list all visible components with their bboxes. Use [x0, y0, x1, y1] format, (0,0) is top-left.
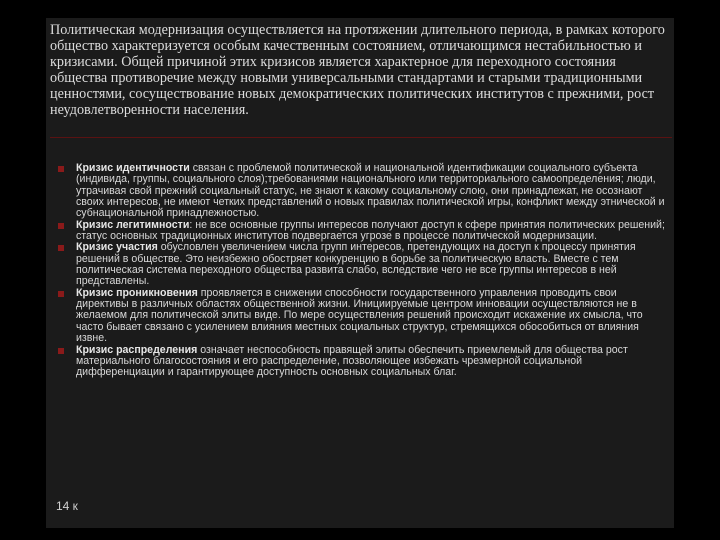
crisis-list [50, 163, 672, 379]
slide-intro-text: Политическая модернизация осуществляется на протяжении длительного периода, в рамках которого общество характеризуется особым качественным состоянием, отличающимся нестабильностью и кризисами. Общей причиной этих кризисов является характерное для переходного состояния общества противоречие между новыми универсальными стандартами и старыми традиционными ценностями, сосуществование новых демократических политических институтов с прежними, рост неудовлетворенности населения. [50, 22, 665, 119]
crisis-description: обусловлен увеличением числа групп интересов, претендующих на доступ к процессу принятия решений в обществе. Это неизбежно обостряет конкуренцию в борьбе за политическую власть. Вместе с тем политическая система переходного общества развита слабо, вследствие чего не все группы интересов в ней представлены. [76, 241, 636, 288]
divider-line [50, 137, 672, 138]
crisis-term: Кризис легитимности [76, 218, 190, 231]
crisis-term: Кризис идентичности [76, 162, 190, 174]
list-item [50, 288, 672, 345]
crisis-term: Кризис участия [76, 241, 158, 254]
crisis-description: : не все основные группы интересов получают доступ к сфере принятия политических решений; статус основных традиционных институтов подвергается угрозе в процессе политической модернизации. [76, 218, 665, 243]
list-item [50, 345, 672, 379]
crisis-description: связан с проблемой политической и национальной идентификации социального субъекта (индивида, группы, социального слоя);требованиями национального или территориального самоопределения; люди, утрачивая свой прежний социальный статус, не знают к какому социальному слою, они принадлежат, не осознают своих интересов, не имеют четких представлений о новых правилах политической игры, конфликт между этнической и субнациональной принадлежностью. [76, 162, 665, 220]
square-bullet-icon [58, 166, 64, 172]
square-bullet-icon [58, 223, 64, 229]
square-bullet-icon [58, 245, 64, 251]
crisis-description: проявляется в снижении способности государственного управления проводить свои директивы в различных областях общественной жизни. Инициируемые центром инновации осуществляются не в желаемом для политической элиты виде. По мере осуществления решений происходит искажение их смысла, что часто бывает связано с усилением влияния местных социальных структур, стремящихся обособиться от влияния извне. [76, 286, 643, 345]
crisis-term: Кризис распределения [76, 343, 198, 356]
page-number: 14 к [56, 499, 78, 513]
list-item [50, 163, 672, 220]
crisis-description: означает неспособность правящей элиты обеспечить приемлемый для общества рост материального благосостояния и его распределение, позволяющее избежать чрезмерной социальной дифференциации и гарантирующее доступность основных социальных благ. [76, 343, 628, 379]
square-bullet-icon [58, 291, 64, 297]
list-item [50, 242, 672, 287]
list-item [50, 220, 672, 243]
crisis-term: Кризис проникновения [76, 286, 198, 299]
square-bullet-icon [58, 348, 64, 354]
